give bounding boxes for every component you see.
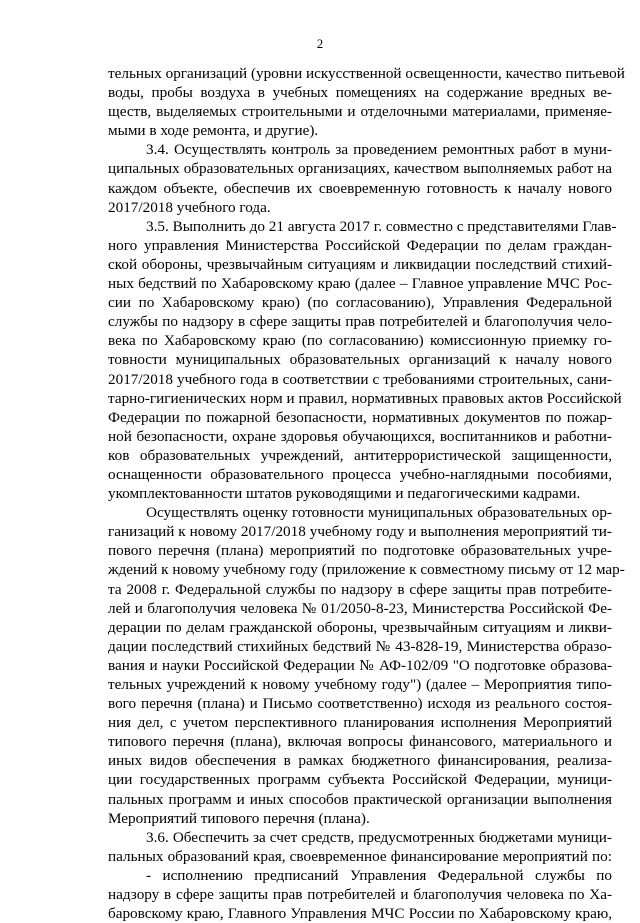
text-line: века по Хабаровскому краю (по согласованию) комиссионную приемку го-: [108, 332, 612, 350]
text-line: 2017/2018 учебного года.: [108, 198, 271, 216]
text-line: лей и благополучия человека № 01/2050-8-23, Министерства Российской Фе-: [108, 599, 612, 617]
text-line: тарно-гигиенических норм и правил, нормативных правовых актов Российской: [108, 389, 622, 407]
text-line: надзору в сфере защиты прав потребителей и благополучия человека по Ха-: [108, 886, 612, 904]
text-line: ципальных образовательных организациях, качеством выполняемых работ на: [108, 160, 612, 178]
text-line: ния дел, с учетом перспективного планирования исполнения Мероприятий: [108, 714, 612, 732]
text-line: ков образовательных учреждений, антитеррористической защищенности,: [108, 446, 612, 464]
text-line: та 2008 г. Федеральной службы по надзору в сфере защиты прав потребите-: [108, 580, 612, 598]
text-line: иных видов обеспечения в рамках бюджетного финансирования, реализа-: [108, 752, 612, 770]
text-line: ганизаций к новому 2017/2018 учебному году и выполнения мероприятий ти-: [108, 523, 612, 541]
text-line: тельных организаций (уровни искусственной освещенности, качество питьевой: [108, 65, 625, 82]
text-line: воды, пробы воздуха в учебных помещениях на содержание вредных ве-: [108, 84, 612, 102]
document-body: [108, 64, 625, 923]
text-line: 3.6. Обеспечить за счет средств, предусмотренных бюджетами муници-: [146, 828, 612, 846]
text-line: дации последствий стихийных бедствий № 43-828-19, Министерства образо-: [108, 637, 612, 655]
text-line: баровскому краю, Главного Управления МЧС России по Хабаровскому краю,: [108, 905, 612, 923]
text-line: ской обороны, чрезвычайным ситуациям и ликвидации последствий стихий-: [108, 255, 612, 273]
text-line: Мероприятий типового перечня (плана).: [108, 809, 370, 827]
text-line: ждений к новому учебному году (приложение к совместному письму от 12 мар-: [108, 561, 625, 579]
text-line: оснащенности образовательного процесса учебно-наглядными пособиями,: [108, 465, 612, 483]
text-line: службы по надзору в сфере защиты прав потребителей и благополучия чело-: [108, 313, 612, 331]
text-line: Федерации по пожарной безопасности, нормативных документов по пожар-: [108, 408, 612, 426]
text-line: ществ, выделяемых строительными и отделочными материалами, применяе-: [108, 103, 612, 121]
text-line: ной безопасности, охране здоровья обучающихся, воспитанников и работни-: [108, 427, 612, 445]
text-line: 2017/2018 учебного года в соответствии с требованиями строительных, сани-: [108, 370, 612, 388]
text-line: пальных программ и иных способов практической организации выполнения: [108, 790, 612, 808]
text-line: вого перечня (плана) и Письмо соответственно) исходя из реального состоя-: [108, 695, 612, 713]
text-line: - исполнению предписаний Управления Федеральной службы по: [146, 866, 612, 884]
text-line: ного управления Министерства Российской Федерации по делам граждан-: [108, 236, 612, 254]
text-line: мыми в ходе ремонта, и другие).: [108, 122, 319, 140]
text-line: дерации по делам гражданской обороны, чрезвычайным ситуациям и ликви-: [108, 618, 612, 636]
text-line: пового перечня (плана) мероприятий по подготовке образовательных учре-: [108, 542, 612, 560]
text-line: ных бедствий по Хабаровскому краю (далее – Главное управление МЧС Рос-: [108, 275, 612, 293]
text-line: Осуществлять оценку готовности муниципальных образовательных ор-: [146, 504, 612, 522]
text-line: тельных учреждений к новому учебному году") (далее – Мероприятия типо-: [108, 676, 612, 693]
page-number: 2: [316, 36, 324, 51]
text-line: вания и науки Российской Федерации № АФ-102/09 "О подготовке образова-: [108, 656, 612, 674]
text-line: 3.4. Осуществлять контроль за проведением ремонтных работ в муни-: [146, 141, 612, 159]
text-line: 3.5. Выполнить до 21 августа 2017 г. совместно с представителями Глав-: [146, 217, 617, 235]
text-line: сии по Хабаровскому краю) (по согласованию), Управления Федеральной: [108, 294, 612, 312]
text-line: ции государственных программ субъекта Российской Федерации, муници-: [108, 771, 612, 789]
text-line: каждом объекте, обеспечив их своевременную готовность к началу нового: [108, 179, 612, 197]
text-line: товности муниципальных образовательных организаций к началу нового: [108, 351, 612, 369]
text-line: типового перечня (плана), включая вопросы финансового, материального и: [108, 733, 612, 751]
text-line: пальных образований края, своевременное финансирование мероприятий по:: [108, 847, 612, 865]
text-line: укомплектованности штатов руководящими и педагогическими кадрами.: [108, 485, 581, 503]
